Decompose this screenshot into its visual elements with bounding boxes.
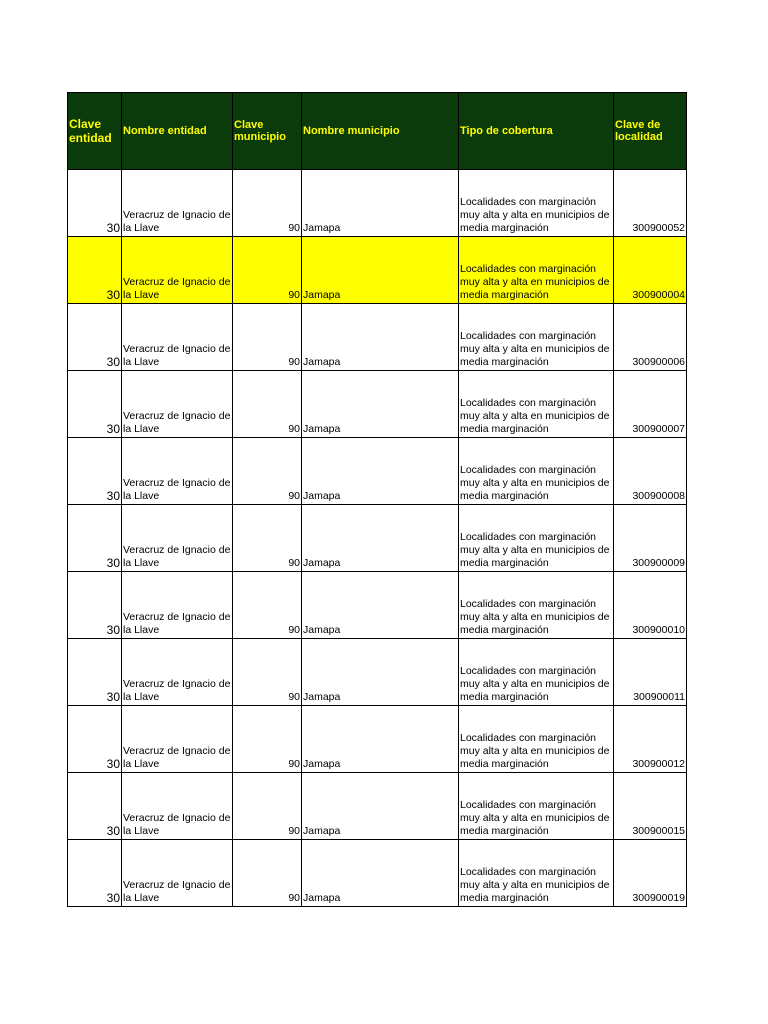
cell-tipo-cobertura[interactable]: Localidades con marginación muy alta y alta en municipios de media marginación <box>459 840 614 907</box>
cell-nombre-entidad[interactable]: Veracruz de Ignacio de la Llave <box>122 170 233 237</box>
header-nombre-entidad: Nombre entidad <box>122 93 233 170</box>
cell-nombre-entidad[interactable]: Veracruz de Ignacio de la Llave <box>122 572 233 639</box>
cell-nombre-municipio[interactable]: Jamapa <box>302 438 459 505</box>
cell-tipo-cobertura[interactable]: Localidades con marginación muy alta y alta en municipios de media marginación <box>459 371 614 438</box>
cell-clave-entidad[interactable]: 30 <box>68 706 122 773</box>
table-row[interactable] <box>68 572 687 639</box>
cell-nombre-entidad[interactable]: Veracruz de Ignacio de la Llave <box>122 438 233 505</box>
cell-clave-localidad[interactable]: 300900004 <box>614 237 687 304</box>
cell-clave-entidad[interactable]: 30 <box>68 840 122 907</box>
cell-clave-localidad[interactable]: 300900012 <box>614 706 687 773</box>
table-row[interactable] <box>68 706 687 773</box>
cell-clave-entidad[interactable]: 30 <box>68 371 122 438</box>
cell-nombre-entidad[interactable]: Veracruz de Ignacio de la Llave <box>122 773 233 840</box>
cell-tipo-cobertura[interactable]: Localidades con marginación muy alta y alta en municipios de media marginación <box>459 706 614 773</box>
cell-nombre-entidad[interactable]: Veracruz de Ignacio de la Llave <box>122 304 233 371</box>
header-clave-municipio: Clave municipio <box>233 93 302 170</box>
header-clave-localidad: Clave de localidad <box>614 93 687 170</box>
cell-nombre-municipio[interactable]: Jamapa <box>302 505 459 572</box>
cell-nombre-entidad[interactable]: Veracruz de Ignacio de la Llave <box>122 639 233 706</box>
table-row[interactable] <box>68 438 687 505</box>
cell-clave-municipio[interactable]: 90 <box>233 438 302 505</box>
cell-nombre-municipio[interactable]: Jamapa <box>302 304 459 371</box>
cell-clave-entidad[interactable]: 30 <box>68 505 122 572</box>
cell-tipo-cobertura[interactable]: Localidades con marginación muy alta y alta en municipios de media marginación <box>459 237 614 304</box>
cell-clave-localidad[interactable]: 300900010 <box>614 572 687 639</box>
cell-clave-localidad[interactable]: 300900008 <box>614 438 687 505</box>
cell-clave-municipio[interactable]: 90 <box>233 840 302 907</box>
cell-clave-entidad[interactable]: 30 <box>68 572 122 639</box>
cell-nombre-entidad[interactable]: Veracruz de Ignacio de la Llave <box>122 237 233 304</box>
cell-clave-municipio[interactable]: 90 <box>233 505 302 572</box>
cell-clave-municipio[interactable]: 90 <box>233 773 302 840</box>
table-row[interactable] <box>68 371 687 438</box>
cell-clave-entidad[interactable]: 30 <box>68 438 122 505</box>
cell-clave-municipio[interactable]: 90 <box>233 237 302 304</box>
table-row[interactable] <box>68 639 687 706</box>
header-nombre-municipio: Nombre municipio <box>302 93 459 170</box>
cell-clave-entidad[interactable]: 30 <box>68 773 122 840</box>
table-body <box>68 170 687 907</box>
cell-clave-entidad[interactable]: 30 <box>68 639 122 706</box>
cell-nombre-entidad[interactable]: Veracruz de Ignacio de la Llave <box>122 505 233 572</box>
cell-clave-localidad[interactable]: 300900011 <box>614 639 687 706</box>
cell-nombre-municipio[interactable]: Jamapa <box>302 572 459 639</box>
cell-nombre-entidad[interactable]: Veracruz de Ignacio de la Llave <box>122 371 233 438</box>
cell-tipo-cobertura[interactable]: Localidades con marginación muy alta y alta en municipios de media marginación <box>459 505 614 572</box>
cell-nombre-municipio[interactable]: Jamapa <box>302 237 459 304</box>
header-tipo-cobertura: Tipo de cobertura <box>459 93 614 170</box>
cell-clave-entidad[interactable]: 30 <box>68 170 122 237</box>
cell-tipo-cobertura[interactable]: Localidades con marginación muy alta y alta en municipios de media marginación <box>459 572 614 639</box>
cell-clave-entidad[interactable]: 30 <box>68 304 122 371</box>
cell-nombre-municipio[interactable]: Jamapa <box>302 706 459 773</box>
cell-nombre-entidad[interactable]: Veracruz de Ignacio de la Llave <box>122 840 233 907</box>
cell-clave-localidad[interactable]: 300900009 <box>614 505 687 572</box>
cell-tipo-cobertura[interactable]: Localidades con marginación muy alta y alta en municipios de media marginación <box>459 304 614 371</box>
cell-nombre-municipio[interactable]: Jamapa <box>302 639 459 706</box>
cell-clave-localidad[interactable]: 300900006 <box>614 304 687 371</box>
cell-clave-municipio[interactable]: 90 <box>233 371 302 438</box>
table-row[interactable] <box>68 773 687 840</box>
cell-clave-municipio[interactable]: 90 <box>233 639 302 706</box>
cell-clave-localidad[interactable]: 300900019 <box>614 840 687 907</box>
header-row <box>68 93 687 170</box>
table-row[interactable] <box>68 304 687 371</box>
cell-tipo-cobertura[interactable]: Localidades con marginación muy alta y alta en municipios de media marginación <box>459 170 614 237</box>
cell-tipo-cobertura[interactable]: Localidades con marginación muy alta y alta en municipios de media marginación <box>459 773 614 840</box>
table-row[interactable] <box>68 170 687 237</box>
cell-nombre-entidad[interactable]: Veracruz de Ignacio de la Llave <box>122 706 233 773</box>
cell-clave-municipio[interactable]: 90 <box>233 572 302 639</box>
cell-clave-municipio[interactable]: 90 <box>233 304 302 371</box>
header-clave-entidad: Clave entidad <box>68 93 122 170</box>
cell-nombre-municipio[interactable]: Jamapa <box>302 371 459 438</box>
cell-clave-localidad[interactable]: 300900007 <box>614 371 687 438</box>
table-row[interactable] <box>68 237 687 304</box>
cell-nombre-municipio[interactable]: Jamapa <box>302 773 459 840</box>
cell-clave-entidad[interactable]: 30 <box>68 237 122 304</box>
table-row[interactable] <box>68 840 687 907</box>
cell-tipo-cobertura[interactable]: Localidades con marginación muy alta y alta en municipios de media marginación <box>459 639 614 706</box>
cell-clave-municipio[interactable]: 90 <box>233 170 302 237</box>
cell-tipo-cobertura[interactable]: Localidades con marginación muy alta y alta en municipios de media marginación <box>459 438 614 505</box>
table-row[interactable] <box>68 505 687 572</box>
cell-nombre-municipio[interactable]: Jamapa <box>302 840 459 907</box>
localidades-table <box>67 92 687 907</box>
cell-nombre-municipio[interactable]: Jamapa <box>302 170 459 237</box>
cell-clave-municipio[interactable]: 90 <box>233 706 302 773</box>
cell-clave-localidad[interactable]: 300900052 <box>614 170 687 237</box>
cell-clave-localidad[interactable]: 300900015 <box>614 773 687 840</box>
